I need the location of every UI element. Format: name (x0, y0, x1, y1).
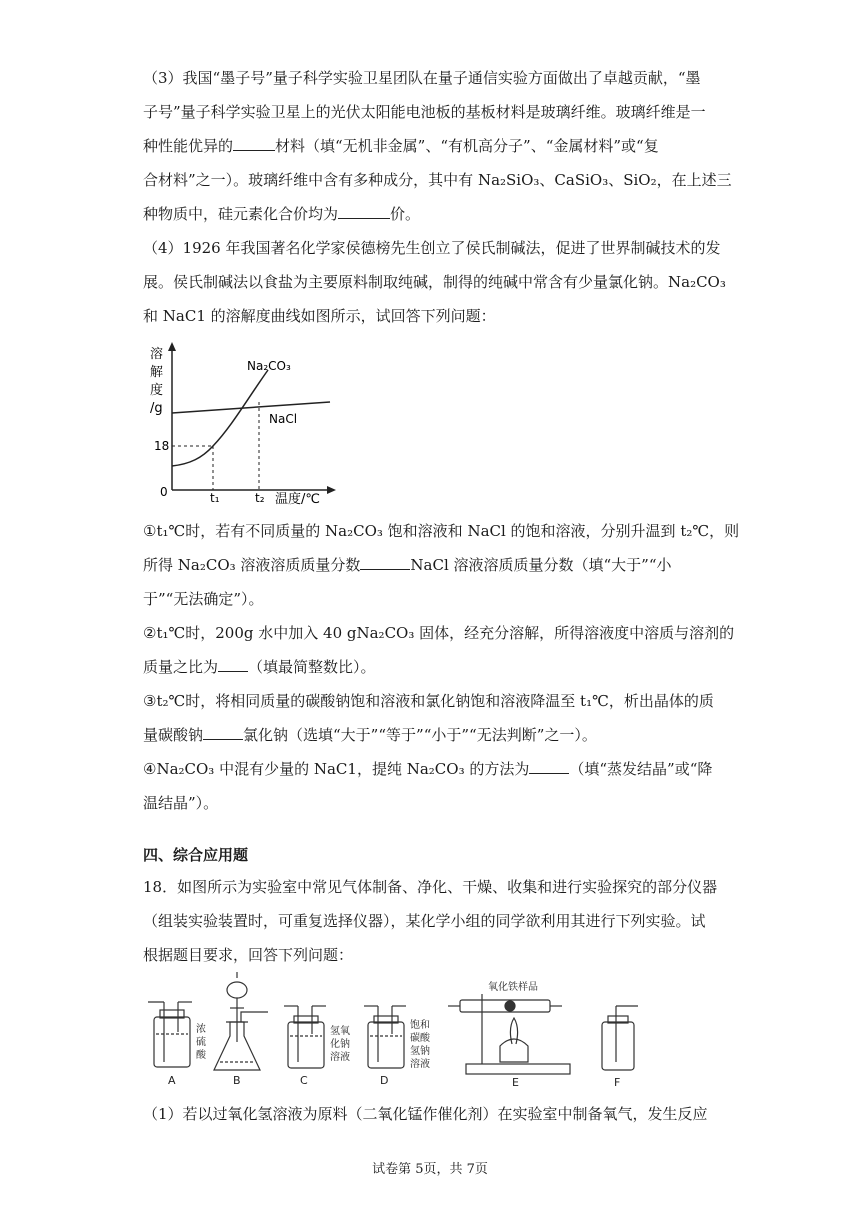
sub4-line-2: 温结晶”）。 (143, 794, 219, 812)
x-axis-label: 温度/℃ (275, 492, 320, 507)
sub1-line-3: 于”“无法确定”）。 (143, 590, 264, 608)
series-na2co3-label: Na₂CO₃ (247, 359, 291, 373)
svg-text:化钠: 化钠 (330, 1039, 350, 1050)
q18-line-2: （组装实验装置时，可重复选择仪器），某化学小组的同学欲利用其进行下列实验。试 (143, 912, 706, 930)
q18-sub1-line: （1）若以过氧化氢溶液为原料（二氧化锰作催化剂）在实验室中制备氧气，发生反应 (143, 1105, 708, 1123)
page-footer: 试卷第 5页，共 7页 (372, 1162, 488, 1177)
x-tick-label: t₂ (255, 491, 265, 505)
q4-line-1: （4）1926 年我国著名化学家侯德榜先生创立了侯氏制碱法，促进了世界制碱技术的发 (143, 239, 721, 257)
y-label-char: /g (150, 401, 163, 416)
q3-line-5b: 价。 (390, 205, 421, 223)
y-axis-arrow (168, 342, 176, 351)
sub4-line-1 (143, 758, 712, 779)
q3-line-2: 子号”量子科学实验卫星上的光伏太阳能电池板的基板材料是玻璃纤维。玻璃纤维是一 (143, 103, 706, 121)
series-nacl-line (172, 402, 330, 413)
label-d: D (380, 1074, 389, 1087)
svg-text:碳酸: 碳酸 (410, 1033, 430, 1044)
answer-blank[interactable] (338, 204, 390, 219)
sub3-line-2a: 量碳酸钠 (143, 726, 204, 744)
y-label-char: 溶 (150, 347, 164, 362)
y-tick-label: 18 (154, 439, 170, 453)
label-e: E (512, 1076, 519, 1089)
q3-line-3b: 材料（填“无机非金属”、“有机高分子”、“金属材料”或“复 (275, 137, 659, 155)
q3-line-3 (143, 135, 659, 156)
q4-line-3: 和 NaC1 的溶解度曲线如图所示，试回答下列问题： (143, 307, 496, 325)
series-na2co3-line (172, 370, 268, 466)
answer-blank[interactable] (218, 657, 248, 672)
svg-text:氧化铁样品: 氧化铁样品 (488, 982, 538, 993)
sub3-line-2b: 氯化钠（选填“大于”“等于”“小于”“无法判断”之一）。 (243, 726, 597, 744)
answer-blank[interactable] (360, 555, 410, 570)
solubility-chart (140, 340, 340, 508)
sub4-line-1a: ④Na₂CO₃ 中混有少量的 NaC1，提纯 Na₂CO₃ 的方法为 (143, 760, 530, 778)
svg-text:氢氧: 氢氧 (330, 1026, 350, 1037)
series-nacl-label: NaCl (269, 412, 298, 426)
sub3-line-2 (143, 724, 597, 745)
svg-text:浓: 浓 (196, 1024, 206, 1035)
svg-text:硫: 硫 (196, 1037, 206, 1048)
q18-line-3: 根据题目要求，回答下列问题： (143, 946, 354, 964)
answer-blank[interactable] (233, 136, 275, 151)
apparatus-b (214, 972, 268, 1087)
sub1-line-2 (143, 554, 672, 575)
y-label-char: 解 (150, 365, 164, 380)
q4-line-2: 展。侯氏制碱法以食盐为主要原料制取纯碱，制得的纯碱中常含有少量氯化钠。Na₂CO₃ (143, 273, 726, 291)
apparatus-a (148, 1002, 207, 1087)
section-heading: 四、综合应用题 (143, 846, 249, 864)
sub2-line-1: ②t₁℃时，200g 水中加入 40 gNa₂CO₃ 固体，经充分溶解，所得溶液度中溶质与溶剂的 (143, 624, 735, 642)
svg-text:饱和: 饱和 (410, 1020, 430, 1031)
sub1-line-1: ①t₁℃时，若有不同质量的 Na₂CO₃ 饱和溶液和 NaCl 的饱和溶液，分别升温到 t₂℃，则 (143, 522, 740, 540)
apparatus-c (284, 1006, 350, 1087)
sub2-line-2 (143, 656, 376, 677)
x-axis-arrow (327, 486, 336, 494)
sub3-line-1: ③t₂℃时，将相同质量的碳酸钠饱和溶液和氯化钠饱和溶液降温至 t₁℃，析出晶体的质 (143, 692, 714, 710)
svg-text:溶液: 溶液 (330, 1052, 350, 1063)
apparatus-e (448, 980, 570, 1089)
label-f: F (614, 1076, 621, 1089)
q3-line-4: 合材料”之一）。玻璃纤维中含有多种成分，其中有 Na₂SiO₃、CaSiO₃、SiO₂，在上述三 (143, 171, 732, 189)
sub1-line-2b: NaCl 溶液溶质质量分数（填“大于”“小 (410, 556, 672, 574)
label-b: B (233, 1074, 241, 1087)
sub2-line-2a: 质量之比为 (143, 658, 219, 676)
label-a: A (168, 1074, 176, 1087)
answer-blank[interactable] (529, 759, 569, 774)
origin-label: 0 (160, 485, 168, 499)
apparatus-d (364, 1006, 431, 1087)
sub4-line-1b: （填“蒸发结晶”或“降 (569, 760, 713, 778)
x-tick-label: t₁ (210, 491, 220, 505)
sub1-line-2a: 所得 Na₂CO₃ 溶液溶质质量分数 (143, 556, 361, 574)
answer-blank[interactable] (203, 725, 243, 740)
apparatus-f (602, 1006, 638, 1089)
label-c: C (300, 1074, 308, 1087)
q3-line-3a: 种性能优异的 (143, 137, 234, 155)
q3-line-5 (143, 203, 420, 224)
q3-line-1: （3）我国“墨子号”量子科学实验卫星团队在量子通信实验方面做出了卓越贡献，“墨 (143, 69, 701, 87)
sub2-line-2b: （填最简整数比）。 (248, 658, 376, 676)
svg-text:溶液: 溶液 (410, 1059, 430, 1070)
y-label-char: 度 (150, 383, 164, 398)
apparatus-figure (148, 972, 668, 1092)
q3-line-5a: 种物质中，硅元素化合价均为 (143, 205, 339, 223)
svg-text:酸: 酸 (196, 1050, 206, 1061)
q18-line-1: 18．如图所示为实验室中常见气体制备、净化、干燥、收集和进行实验探究的部分仪器 (143, 878, 718, 896)
svg-text:氢钠: 氢钠 (410, 1046, 430, 1057)
